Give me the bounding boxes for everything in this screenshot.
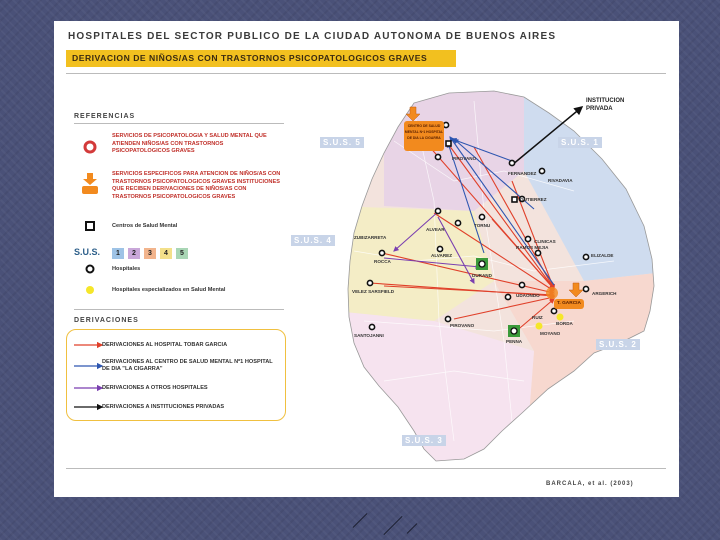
place-udaondo: UDAONDO [516, 293, 540, 298]
sus-1-label: S.U.S. 1 [558, 137, 602, 148]
place-alvear: ALVEAR [426, 227, 445, 232]
place-gutierrez: GUTIERREZ [520, 197, 547, 202]
legend-title: REFERENCIAS [74, 113, 136, 120]
place-pirovano: PIROVANO [450, 323, 475, 328]
derivacion-la-cigarra: DERIVACIONES AL CENTRO DE SALUD MENTAL Nº1 HOSPITAL DE DIA "LA CIGARRA" [102, 359, 273, 372]
subtitle: DERIVACION DE NIÑOS/AS CON TRASTORNOS PSICOPATOLOGICOS GRAVES [72, 53, 428, 63]
place-pinero: PIROVANO [452, 156, 477, 161]
page-title: HOSPITALES DEL SECTOR PUBLICO DE LA CIUDAD AUTONOMA DE BUENOS AIRES [68, 31, 557, 42]
place-ruiz: RUIZ [532, 315, 543, 320]
sus-box-4: 4 [160, 248, 172, 259]
la-cigarra-tag: CENTRO DE SALUD MENTAL Nº1 HOSPITAL DE DIA LA CIGARRA [404, 121, 444, 151]
place-durand: DURAND [472, 273, 492, 278]
tobar-garcia-tag: T. GARCIA [554, 299, 584, 309]
place-rivadavia: RIVADAVIA [548, 178, 573, 183]
sus-3-label: S.U.S. 3 [402, 435, 446, 446]
sus-2-label: S.U.S. 2 [596, 339, 640, 350]
legend-item-servicios-especificos: SERVICIOS ESPECIFICOS PARA ATENCION DE NIÑOS/AS CON TRASTORNOS PSICOPATOLOGICOS GRAVES INSTITUCIONES QUE RECIBEN DERIVACIONES DE NIÑOS/AS CON TRASTORNOS PSICOPATOLOGICOS GRAVES [112, 171, 281, 200]
city-map [54, 21, 679, 497]
place-alvarez: ALVAREZ [431, 253, 453, 258]
derivacion-otros-hospitales: DERIVACIONES A OTROS HOSPITALES [102, 385, 208, 391]
place-santojanni: SANTOJANNI [354, 333, 384, 338]
sus-box-5: 5 [176, 248, 188, 259]
place-velez: VELEZ SARSFIELD [352, 289, 395, 294]
sus-4-label: S.U.S. 4 [291, 235, 335, 246]
citation: BARCALA, et al. (2003) [546, 481, 634, 487]
derivacion-tobar-garcia: DERIVACIONES AL HOSPITAL TOBAR GARCIA [102, 342, 228, 348]
place-clinicas: CLINICAS [534, 239, 556, 244]
place-fernandez: FERNANDEZ [508, 171, 537, 176]
burst-icon [546, 287, 558, 299]
sus-5-label: S.U.S. 5 [320, 137, 364, 148]
sus-box-3: 3 [144, 248, 156, 259]
place-penna: PENNA [506, 339, 523, 344]
place-rocca: ROCCA [374, 259, 391, 264]
map-sheet [54, 21, 679, 497]
derivaciones-title: DERIVACIONES [74, 317, 139, 324]
place-zubizarreta: ZUBIZARRETA [354, 235, 387, 240]
derivacion-privadas: DERIVACIONES A INSTITUCIONES PRIVADAS [102, 404, 225, 410]
legend-item-especializados: Hospitales especializados en Salud Mental [112, 287, 226, 293]
place-elizalde: ELIZALDE [591, 253, 614, 258]
sus-box-1: 1 [112, 248, 124, 259]
place-tornu: TORNU [474, 223, 491, 228]
legend-item-centros: Centros de Salud Mental [112, 223, 178, 229]
sus-label: S.U.S. [74, 247, 101, 257]
legend-item-hospitales: Hospitales [112, 266, 141, 272]
institucion-privada-label: INSTITUCION PRIVADA [586, 98, 625, 112]
legend-item-psicopatologia: SERVICIOS DE PSICOPATOLOGIA Y SALUD MENTAL QUE ATIENDEN NIÑOS/AS CON TRASTORNOS PSICOPATOLOGICOS GRAVES [112, 133, 267, 154]
sus-box-2: 2 [128, 248, 140, 259]
place-ramos-mejia: RAMOS MEJIA [516, 245, 549, 250]
place-argerich: ARGERICH [592, 291, 617, 296]
place-moyano: MOYANO [540, 331, 561, 336]
place-borda: BORDA [556, 321, 573, 326]
